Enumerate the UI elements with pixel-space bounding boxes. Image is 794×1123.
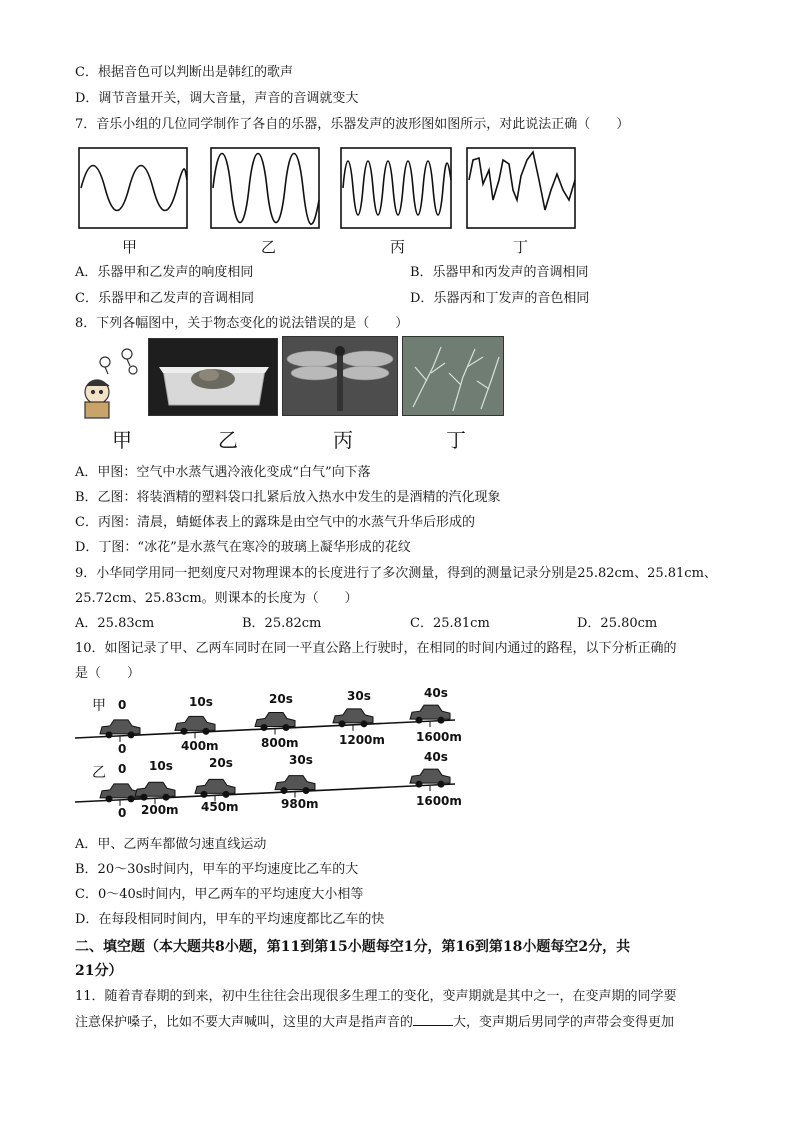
car-b-time-2: 20s	[209, 756, 233, 770]
waveform-b	[213, 154, 319, 225]
car-b-distance-2: 450m	[201, 800, 239, 814]
car-a-time-4: 40s	[424, 686, 448, 700]
q8-option-a: A．甲图：空气中水蒸气遇冷液化变成“白气”向下落	[75, 465, 371, 480]
car-a-time-3: 30s	[347, 689, 371, 703]
car-b-distance-1: 200m	[141, 803, 179, 817]
q10-car-b-name: 乙	[92, 765, 106, 781]
q9-option-b: B．25.82cm	[242, 616, 322, 631]
q7-option-c: C．乐器甲和乙发声的音调相同	[75, 291, 254, 306]
car-b-distance-4: 1600m	[416, 794, 462, 808]
car-b-time-4: 40s	[424, 750, 448, 764]
car-b-distance-3: 980m	[281, 797, 319, 811]
q7-option-d: D．乐器丙和丁发声的音色相同	[410, 291, 590, 306]
q8-label-b: 乙	[218, 428, 238, 452]
q10-option-b: B．20～30s时间内，甲车的平均速度比乙车的大	[75, 862, 359, 877]
q7-stem: 7．音乐小组的几位同学制作了各自的乐器，乐器发声的波形图如图所示，对此说法正确（ ）	[75, 117, 630, 132]
q11-line2-end: 大，变声期后男同学的声带会变得更加	[453, 1015, 675, 1030]
q7-waveform-figure	[75, 140, 585, 255]
waveform-c	[343, 161, 451, 215]
q7-label-d: 丁	[513, 238, 529, 256]
q8-picture-c-dragonfly	[282, 336, 398, 416]
waveform-frame-a	[79, 148, 187, 228]
q10-car-a-name: 甲	[92, 698, 106, 714]
q7-label-a: 甲	[122, 238, 138, 256]
car-b-time-0: 0	[118, 762, 127, 776]
car-a-distance-0: 0	[118, 742, 127, 756]
section2-title-line1: 二、填空题（本大题共8小题，第11到第15小题每空1分，第16到第18小题每空2分，共	[75, 939, 631, 955]
q7-label-b: 乙	[261, 238, 277, 256]
q7-option-b: B．乐器甲和丙发声的音调相同	[410, 265, 589, 280]
car-b-time-3: 30s	[289, 753, 313, 767]
waveform-d	[469, 152, 575, 210]
q8-option-c: C．丙图：清晨，蜻蜓体表上的露珠是由空气中的水蒸气升华后形成的	[75, 515, 475, 530]
car-a-time-1: 10s	[189, 695, 213, 709]
q11-line2	[75, 1013, 674, 1032]
q6-option-d: D．调节音量开关，调大音量，声音的音调就变大	[75, 91, 359, 106]
q8-label-d: 丁	[446, 428, 466, 452]
car-a-distance-1: 400m	[181, 739, 219, 753]
car-a-distance-3: 1200m	[339, 733, 385, 747]
car-a-time-0: 0	[118, 698, 127, 712]
q10-stem-line1: 10．如图记录了甲、乙两车同时在同一平直公路上行驶时，在相同的时间内通过的路程，以下分析正确的	[75, 641, 677, 656]
section2-title-line2: 21分）	[75, 963, 123, 979]
q11-line1: 11．随着青春期的到来，初中生往往会出现很多生理工的变化，变声期就是其中之一，在变声期的同学要	[75, 989, 677, 1004]
q7-label-c: 丙	[390, 238, 406, 256]
q7-option-a: A．乐器甲和乙发声的响度相同	[75, 265, 254, 280]
q10-car-diagram	[75, 690, 475, 830]
q8-option-d: D．丁图：“冰花”是水蒸气在寒冷的玻璃上凝华形成的花纹	[75, 540, 411, 555]
q10-option-c: C．0～40s时间内，甲乙两车的平均速度大小相等	[75, 887, 364, 902]
car-b-time-1: 10s	[149, 759, 173, 773]
q9-stem-line2: 25.72cm、25.83cm。则课本的长度为（ ）	[75, 591, 358, 606]
q8-stem: 8．下列各幅图中，关于物态变化的说法错误的是（ ）	[75, 316, 409, 331]
car-a-time-2: 20s	[269, 692, 293, 706]
q8-picture-a-cartoon	[75, 340, 145, 420]
car-a-distance-4: 1600m	[416, 730, 462, 744]
q11-answer-blank[interactable]	[413, 1013, 453, 1026]
waveform-a	[81, 166, 187, 211]
q9-option-d: D．25.80cm	[577, 616, 658, 631]
q10-option-d: D．在每段相同时间内，甲车的平均速度都比乙车的快	[75, 912, 385, 927]
q9-stem-line1: 9．小华同学用同一把刻度尺对物理课本的长度进行了多次测量，得到的测量记录分别是25.82cm、25.81cm、	[75, 566, 717, 581]
q6-option-c: C．根据音色可以判断出是韩红的歌声	[75, 65, 293, 80]
q10-option-a: A．甲、乙两车都做匀速直线运动	[75, 837, 267, 852]
q9-option-c: C．25.81cm	[410, 616, 490, 631]
car-b-distance-0: 0	[118, 806, 127, 820]
q10-stem-line2: 是（ ）	[75, 666, 141, 681]
q8-picture-b-photo	[148, 338, 278, 416]
q9-option-a: A．25.83cm	[75, 616, 155, 631]
q11-line2-start: 注意保护嗓子，比如不要大声喊叫，这里的大声是指声音的	[75, 1015, 414, 1030]
q8-picture-d-frost	[402, 336, 504, 416]
waveform-frame-c	[341, 148, 451, 228]
q8-label-a: 甲	[112, 428, 132, 452]
q8-option-b: B．乙图：将装酒精的塑料袋口扎紧后放入热水中发生的是酒精的汽化现象	[75, 490, 501, 505]
waveform-frame-d	[467, 148, 575, 228]
q8-label-c: 丙	[333, 428, 353, 452]
car-a-distance-2: 800m	[261, 736, 299, 750]
